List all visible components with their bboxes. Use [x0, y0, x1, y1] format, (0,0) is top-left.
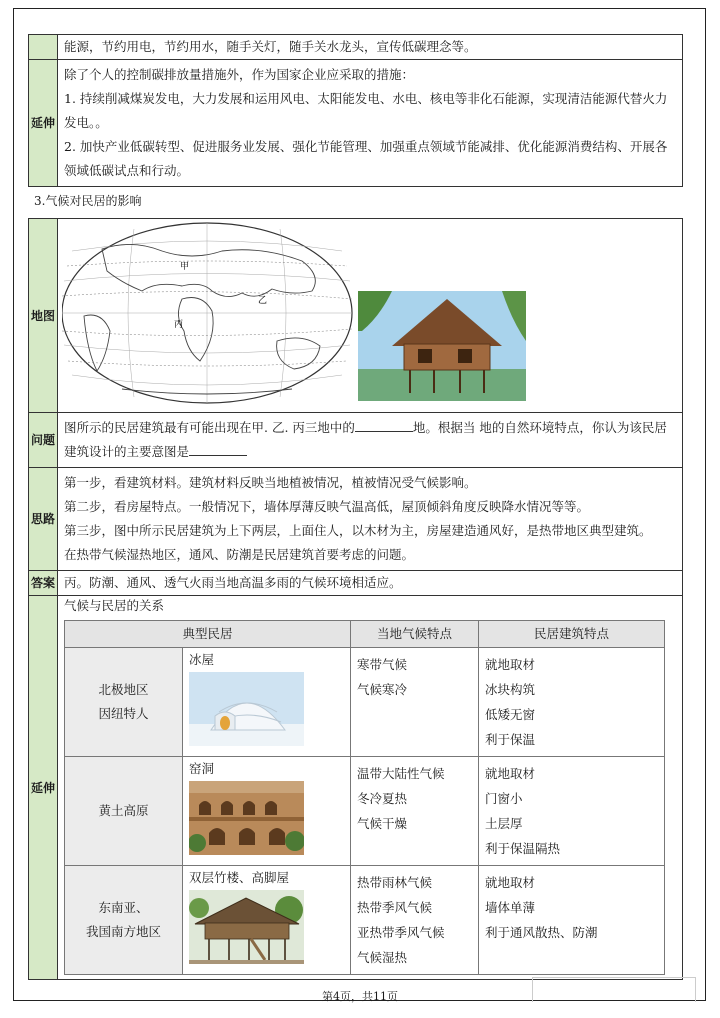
map-cell — [58, 219, 683, 413]
features-cell: 就地取材 冰块构筑 低矮无窗 利于保温 — [479, 648, 665, 757]
top-table — [28, 34, 683, 187]
row-label-map: 地图 — [29, 219, 58, 413]
bamboo-stilt-house-photo — [189, 890, 304, 964]
features-cell: 就地取材 门窗小 土层厚 利于保温隔热 — [479, 757, 665, 866]
header-dwelling: 典型民居 — [65, 621, 351, 648]
climate-dwelling-table — [64, 620, 665, 975]
map-label-jia: 甲 — [180, 262, 190, 272]
region-cell: 东南亚、 我国南方地区 — [65, 866, 183, 975]
row-label-question: 问题 — [29, 413, 58, 468]
world-climate-map — [62, 221, 532, 407]
region-cell: 黄土高原 — [65, 757, 183, 866]
header-climate: 当地气候特点 — [351, 621, 479, 648]
dwelling-cell: 双层竹楼、高脚屋 — [183, 866, 351, 975]
main-table — [28, 218, 683, 980]
row-label-answer: 答案 — [29, 571, 58, 596]
section-heading: 3.气候对民居的影响 — [34, 194, 142, 208]
climate-cell: 寒带气候 气候寒冷 — [351, 648, 479, 757]
approach-line: 在热带气候湿热地区，通风、防潮是民居建筑首要考虑的问题。 — [64, 547, 415, 562]
row-label-empty — [29, 35, 58, 60]
stilt-house-photo — [358, 291, 526, 401]
extension-line: 1. 持续削减煤炭发电，大力发展和运用风电、太阳能发电、水电、核电等非化石能源，实现清洁能源代替火力发电。。 — [64, 91, 668, 130]
climate-cell: 热带雨林气候 热带季风气候 亚热带季风气候 气候湿热 — [351, 866, 479, 975]
header-features: 民居建筑特点 — [479, 621, 665, 648]
answer-blank — [189, 441, 247, 456]
approach-line: 第三步，图中所示民居建筑为上下两层，上面住人，以木材为主，房屋建造通风好，是热带地区典型建筑。 — [64, 523, 652, 538]
approach-text — [58, 468, 683, 571]
answer-text: 丙。防潮、通风、透气火雨当地高温多雨的气候环境相适应。 — [58, 571, 683, 596]
dwelling-cell: 窑洞 — [183, 757, 351, 866]
row-label-approach: 思路 — [29, 468, 58, 571]
page-number: 第4页，共11页 — [322, 990, 398, 1003]
region-cell: 北极地区 因纽特人 — [65, 648, 183, 757]
features-cell: 就地取材 墙体单薄 利于通风散热、防潮 — [479, 866, 665, 975]
extension-title: 气候与民居的关系 — [64, 598, 165, 613]
map-label-yi: 乙 — [258, 296, 268, 306]
dwelling-cell: 冰屋 — [183, 648, 351, 757]
climate-cell: 温带大陆性气候 冬冷夏热 气候干燥 — [351, 757, 479, 866]
approach-line: 第二步，看房屋特点。一般情况下，墙体厚薄反映气温高低，屋顶倾斜角度反映降水情况等等。 — [64, 499, 590, 514]
extension-cell — [58, 596, 683, 980]
energy-saving-text: 能源，节约用电，节约用水，随手关灯，随手关水龙头，宣传低碳理念等。 — [58, 35, 683, 60]
map-label-bing: 丙 — [174, 320, 184, 330]
igloo-photo — [189, 672, 304, 746]
cave-dwelling-photo — [189, 781, 304, 855]
extension-measures — [58, 60, 683, 187]
answer-blank — [355, 417, 413, 432]
question-text: 图所示的民居建筑最有可能出现在甲. 乙. 丙三地中的 地。根据当 地的自然环境特点，你认为该民居建筑设计的主要意图是 — [58, 413, 683, 468]
extension-line: 2. 加快产业低碳转型、促进服务业发展、强化节能管理、加强重点领域节能减排、优化能源消费结构、开展各领域低碳试点和行动。 — [64, 139, 668, 178]
approach-line: 第一步，看建筑材料。建筑材料反映当地植被情况，植被情况受气候影响。 — [64, 475, 477, 490]
row-label-extension: 延伸 — [29, 596, 58, 980]
extension-line: 除了个人的控制碳排放量措施外，作为国家企业应采取的措施： — [64, 67, 415, 82]
row-label-extension: 延伸 — [29, 60, 58, 187]
